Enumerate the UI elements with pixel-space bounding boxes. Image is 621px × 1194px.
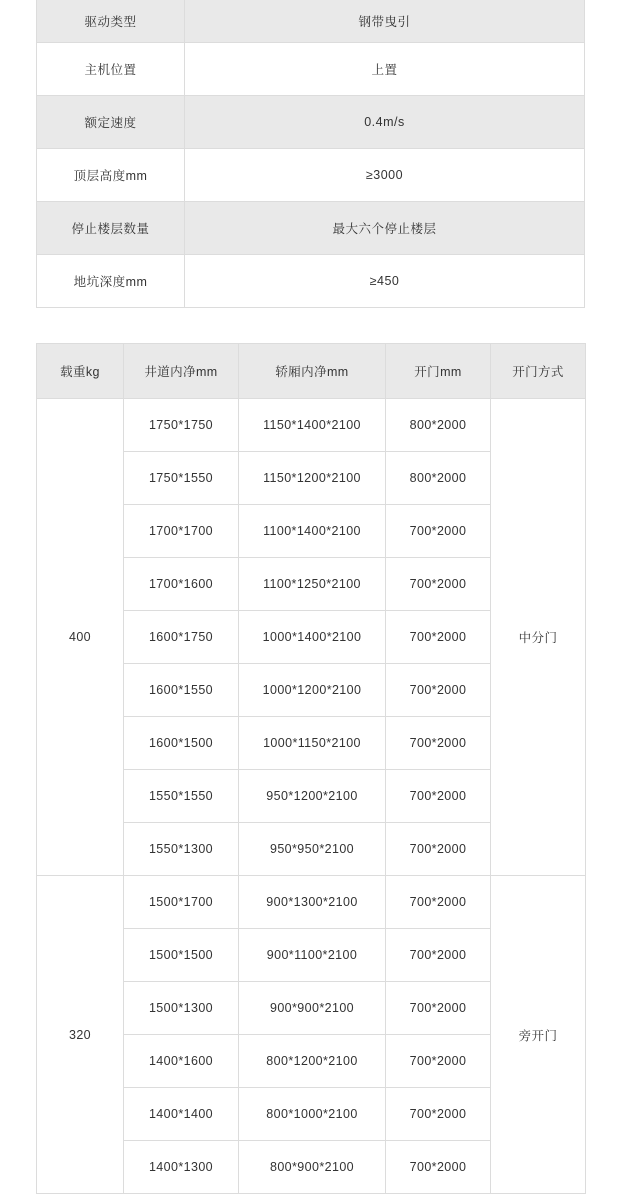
shaft-dimension-cell: 1500*1500 <box>124 929 239 982</box>
specification-table <box>36 0 585 308</box>
door-opening-cell: 700*2000 <box>386 664 491 717</box>
shaft-dimension-cell: 1500*1300 <box>124 982 239 1035</box>
shaft-dimension-cell: 1700*1600 <box>124 558 239 611</box>
car-dimension-cell: 1000*1200*2100 <box>239 664 386 717</box>
shaft-dimension-cell: 1600*1550 <box>124 664 239 717</box>
dimension-column-header: 井道内净mm <box>124 344 239 399</box>
table-row <box>37 399 586 452</box>
spec-row-value: 0.4m/s <box>185 96 585 149</box>
car-dimension-cell: 1000*1150*2100 <box>239 717 386 770</box>
shaft-dimension-cell: 1600*1750 <box>124 611 239 664</box>
spec-row <box>37 0 585 43</box>
dimension-column-header: 开门方式 <box>491 344 586 399</box>
shaft-dimension-cell: 1750*1550 <box>124 452 239 505</box>
car-dimension-cell: 800*1000*2100 <box>239 1088 386 1141</box>
spec-row-value: 最大六个停止楼层 <box>185 202 585 255</box>
spec-row <box>37 43 585 96</box>
shaft-dimension-cell: 1550*1550 <box>124 770 239 823</box>
load-capacity-cell: 320 <box>37 876 124 1194</box>
car-dimension-cell: 950*1200*2100 <box>239 770 386 823</box>
spec-table-body <box>37 0 585 308</box>
car-dimension-cell: 1150*1200*2100 <box>239 452 386 505</box>
spec-row-value: 上置 <box>185 43 585 96</box>
dimension-column-header: 开门mm <box>386 344 491 399</box>
shaft-dimension-cell: 1400*1400 <box>124 1088 239 1141</box>
shaft-dimension-cell: 1700*1700 <box>124 505 239 558</box>
spec-row-label: 地坑深度mm <box>37 255 185 308</box>
car-dimension-cell: 1150*1400*2100 <box>239 399 386 452</box>
dimension-header-row <box>37 344 586 399</box>
car-dimension-cell: 900*1300*2100 <box>239 876 386 929</box>
door-opening-cell: 800*2000 <box>386 452 491 505</box>
spec-row <box>37 149 585 202</box>
spec-row-label: 停止楼层数量 <box>37 202 185 255</box>
car-dimension-cell: 1100*1250*2100 <box>239 558 386 611</box>
spec-row-label: 额定速度 <box>37 96 185 149</box>
dimension-column-header: 载重kg <box>37 344 124 399</box>
door-opening-cell: 700*2000 <box>386 929 491 982</box>
dimension-table-section <box>0 343 621 1194</box>
door-opening-cell: 700*2000 <box>386 558 491 611</box>
shaft-dimension-cell: 1600*1500 <box>124 717 239 770</box>
spec-row-value: ≥3000 <box>185 149 585 202</box>
door-opening-cell: 700*2000 <box>386 1141 491 1194</box>
door-opening-cell: 700*2000 <box>386 876 491 929</box>
table-spacer <box>0 308 621 343</box>
door-opening-cell: 700*2000 <box>386 611 491 664</box>
spec-row <box>37 96 585 149</box>
spec-row-label: 主机位置 <box>37 43 185 96</box>
spec-row-value: 钢带曳引 <box>185 0 585 43</box>
spec-row-label: 驱动类型 <box>37 0 185 43</box>
spec-row <box>37 255 585 308</box>
car-dimension-cell: 800*900*2100 <box>239 1141 386 1194</box>
door-opening-cell: 700*2000 <box>386 505 491 558</box>
shaft-dimension-cell: 1400*1600 <box>124 1035 239 1088</box>
door-opening-cell: 700*2000 <box>386 1088 491 1141</box>
door-opening-cell: 700*2000 <box>386 1035 491 1088</box>
door-opening-cell: 800*2000 <box>386 399 491 452</box>
door-opening-cell: 700*2000 <box>386 770 491 823</box>
shaft-dimension-cell: 1500*1700 <box>124 876 239 929</box>
car-dimension-cell: 900*1100*2100 <box>239 929 386 982</box>
spec-row-label: 顶层高度mm <box>37 149 185 202</box>
shaft-dimension-cell: 1750*1750 <box>124 399 239 452</box>
dimension-table-body <box>37 399 586 1194</box>
car-dimension-cell: 1000*1400*2100 <box>239 611 386 664</box>
door-opening-cell: 700*2000 <box>386 823 491 876</box>
table-row <box>37 876 586 929</box>
spec-row <box>37 202 585 255</box>
door-type-cell: 旁开门 <box>491 876 586 1194</box>
door-type-cell: 中分门 <box>491 399 586 876</box>
spec-row-value: ≥450 <box>185 255 585 308</box>
dimension-column-header: 轿厢内净mm <box>239 344 386 399</box>
car-dimension-cell: 800*1200*2100 <box>239 1035 386 1088</box>
car-dimension-cell: 950*950*2100 <box>239 823 386 876</box>
dimension-table-head <box>37 344 586 399</box>
spec-table-section <box>0 0 621 308</box>
shaft-dimension-cell: 1400*1300 <box>124 1141 239 1194</box>
car-dimension-cell: 1100*1400*2100 <box>239 505 386 558</box>
car-dimension-cell: 900*900*2100 <box>239 982 386 1035</box>
load-capacity-cell: 400 <box>37 399 124 876</box>
door-opening-cell: 700*2000 <box>386 982 491 1035</box>
shaft-dimension-cell: 1550*1300 <box>124 823 239 876</box>
dimension-table <box>36 343 586 1194</box>
door-opening-cell: 700*2000 <box>386 717 491 770</box>
